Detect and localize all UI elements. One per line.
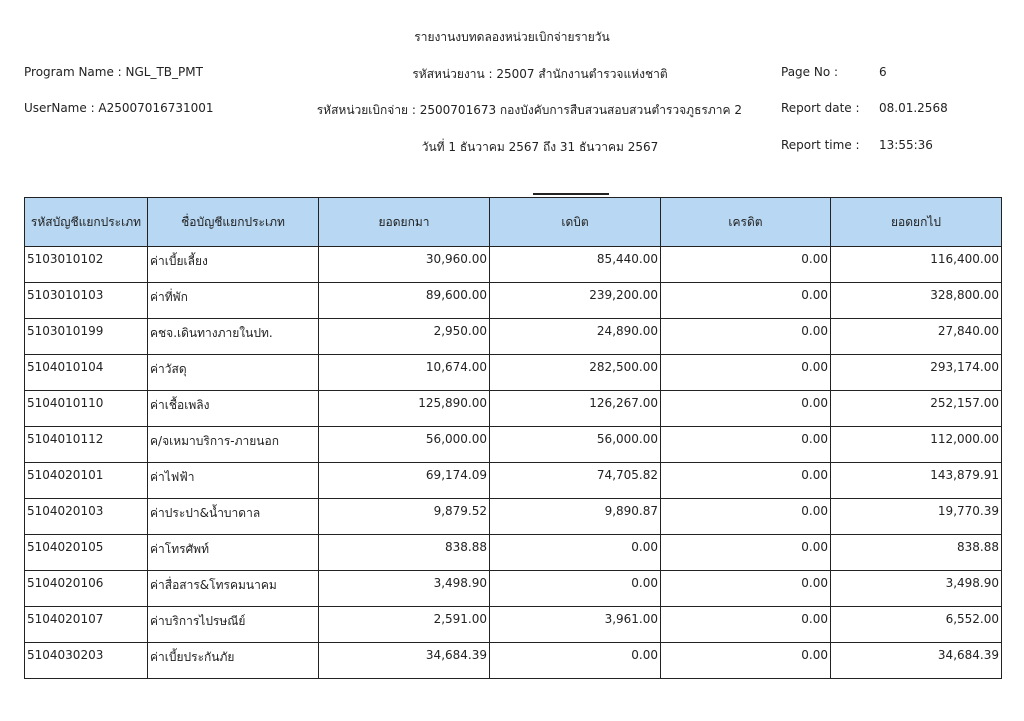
table-row — [25, 427, 1002, 463]
cell-brought-forward: 10,674.00 — [319, 355, 490, 391]
cell-credit: 0.00 — [661, 355, 831, 391]
cell-carried-forward: 34,684.39 — [831, 643, 1002, 679]
table-row — [25, 247, 1002, 283]
cell-code: 5104010110 — [25, 391, 148, 427]
cell-name: ค่าเบี้ยเลี้ยง — [148, 247, 319, 283]
agency-line: รหัสหน่วยงาน : 25007 สำนักงานตำรวจแห่งชาติ — [412, 67, 668, 81]
cell-debit: 3,961.00 — [490, 607, 661, 643]
cell-credit: 0.00 — [661, 247, 831, 283]
cell-brought-forward: 838.88 — [319, 535, 490, 571]
cell-code: 5104020106 — [25, 571, 148, 607]
cell-credit: 0.00 — [661, 499, 831, 535]
report-date-label: Report date : — [781, 101, 860, 115]
cell-brought-forward: 2,591.00 — [319, 607, 490, 643]
cell-name: ค่าที่พัก — [148, 283, 319, 319]
cell-name: ค่าเบี้ยประกันภัย — [148, 643, 319, 679]
cell-name: ค่าประปา&น้ำบาดาล — [148, 499, 319, 535]
cell-debit: 126,267.00 — [490, 391, 661, 427]
table-row — [25, 319, 1002, 355]
cell-brought-forward: 9,879.52 — [319, 499, 490, 535]
cell-credit: 0.00 — [661, 607, 831, 643]
divider — [533, 193, 609, 195]
cell-debit: 9,890.87 — [490, 499, 661, 535]
cell-brought-forward: 3,498.90 — [319, 571, 490, 607]
cell-carried-forward: 293,174.00 — [831, 355, 1002, 391]
report-title: รายงานงบทดลองหน่วยเบิกจ่ายรายวัน — [414, 30, 610, 44]
cell-name: คชจ.เดินทางภายในปท. — [148, 319, 319, 355]
page-no-value: 6 — [879, 65, 887, 79]
cell-debit: 56,000.00 — [490, 427, 661, 463]
table-row — [25, 643, 1002, 679]
cell-credit: 0.00 — [661, 283, 831, 319]
cell-carried-forward: 6,552.00 — [831, 607, 1002, 643]
cell-credit: 0.00 — [661, 427, 831, 463]
header-credit: เครดิต — [661, 198, 831, 247]
cell-carried-forward: 27,840.00 — [831, 319, 1002, 355]
table-row — [25, 283, 1002, 319]
cell-code: 5104020107 — [25, 607, 148, 643]
cell-code: 5104020105 — [25, 535, 148, 571]
cell-code: 5103010103 — [25, 283, 148, 319]
cell-debit: 239,200.00 — [490, 283, 661, 319]
cell-code: 5103010199 — [25, 319, 148, 355]
cell-carried-forward: 143,879.91 — [831, 463, 1002, 499]
cell-name: ค่าเชื้อเพลิง — [148, 391, 319, 427]
cell-brought-forward: 125,890.00 — [319, 391, 490, 427]
cell-carried-forward: 19,770.39 — [831, 499, 1002, 535]
cell-credit: 0.00 — [661, 643, 831, 679]
cell-carried-forward: 116,400.00 — [831, 247, 1002, 283]
cell-code: 5104020103 — [25, 499, 148, 535]
cell-name: ค่าบริการไปรษณีย์ — [148, 607, 319, 643]
table-row — [25, 355, 1002, 391]
report-time-value: 13:55:36 — [879, 138, 933, 152]
cell-name: ค่าสื่อสาร&โทรคมนาคม — [148, 571, 319, 607]
cell-brought-forward: 2,950.00 — [319, 319, 490, 355]
cell-carried-forward: 252,157.00 — [831, 391, 1002, 427]
page-no-label: Page No : — [781, 65, 839, 79]
cell-name: ค/จเหมาบริการ-ภายนอก — [148, 427, 319, 463]
cell-credit: 0.00 — [661, 535, 831, 571]
cell-carried-forward: 3,498.90 — [831, 571, 1002, 607]
disbursing-unit-line: รหัสหน่วยเบิกจ่าย : 2500701673 กองบังคับการสืบสวนสอบสวนตำรวจภูธรภาค 2 — [316, 103, 742, 117]
cell-code: 5103010102 — [25, 247, 148, 283]
cell-credit: 0.00 — [661, 391, 831, 427]
cell-name: ค่าไฟฟ้า — [148, 463, 319, 499]
cell-debit: 74,705.82 — [490, 463, 661, 499]
table-row — [25, 463, 1002, 499]
ledger-table — [24, 197, 1002, 679]
header-code: รหัสบัญชีแยกประเภท — [25, 198, 148, 247]
header-carried-forward: ยอดยกไป — [831, 198, 1002, 247]
header-brought-forward: ยอดยกมา — [319, 198, 490, 247]
cell-credit: 0.00 — [661, 463, 831, 499]
table-row — [25, 499, 1002, 535]
cell-code: 5104010112 — [25, 427, 148, 463]
cell-debit: 0.00 — [490, 643, 661, 679]
period-line: วันที่ 1 ธันวาคม 2567 ถึง 31 ธันวาคม 2567 — [421, 140, 659, 154]
cell-debit: 0.00 — [490, 571, 661, 607]
cell-debit: 0.00 — [490, 535, 661, 571]
cell-code: 5104030203 — [25, 643, 148, 679]
program-name: Program Name : NGL_TB_PMT — [24, 65, 203, 79]
table-row — [25, 607, 1002, 643]
cell-code: 5104010104 — [25, 355, 148, 391]
cell-brought-forward: 34,684.39 — [319, 643, 490, 679]
header-debit: เดบิต — [490, 198, 661, 247]
cell-debit: 282,500.00 — [490, 355, 661, 391]
cell-brought-forward: 56,000.00 — [319, 427, 490, 463]
cell-debit: 24,890.00 — [490, 319, 661, 355]
cell-carried-forward: 328,800.00 — [831, 283, 1002, 319]
cell-brought-forward: 89,600.00 — [319, 283, 490, 319]
cell-debit: 85,440.00 — [490, 247, 661, 283]
ledger-body — [25, 247, 1002, 679]
cell-carried-forward: 112,000.00 — [831, 427, 1002, 463]
cell-credit: 0.00 — [661, 571, 831, 607]
cell-code: 5104020101 — [25, 463, 148, 499]
cell-name: ค่าโทรศัพท์ — [148, 535, 319, 571]
username: UserName : A25007016731001 — [24, 101, 214, 115]
report-date-value: 08.01.2568 — [879, 101, 948, 115]
table-row — [25, 535, 1002, 571]
table-row — [25, 391, 1002, 427]
cell-brought-forward: 30,960.00 — [319, 247, 490, 283]
table-row — [25, 571, 1002, 607]
table-header-row — [25, 198, 1002, 247]
cell-brought-forward: 69,174.09 — [319, 463, 490, 499]
cell-carried-forward: 838.88 — [831, 535, 1002, 571]
header-name: ชื่อบัญชีแยกประเภท — [148, 198, 319, 247]
report-time-label: Report time : — [781, 138, 860, 152]
cell-credit: 0.00 — [661, 319, 831, 355]
cell-name: ค่าวัสดุ — [148, 355, 319, 391]
